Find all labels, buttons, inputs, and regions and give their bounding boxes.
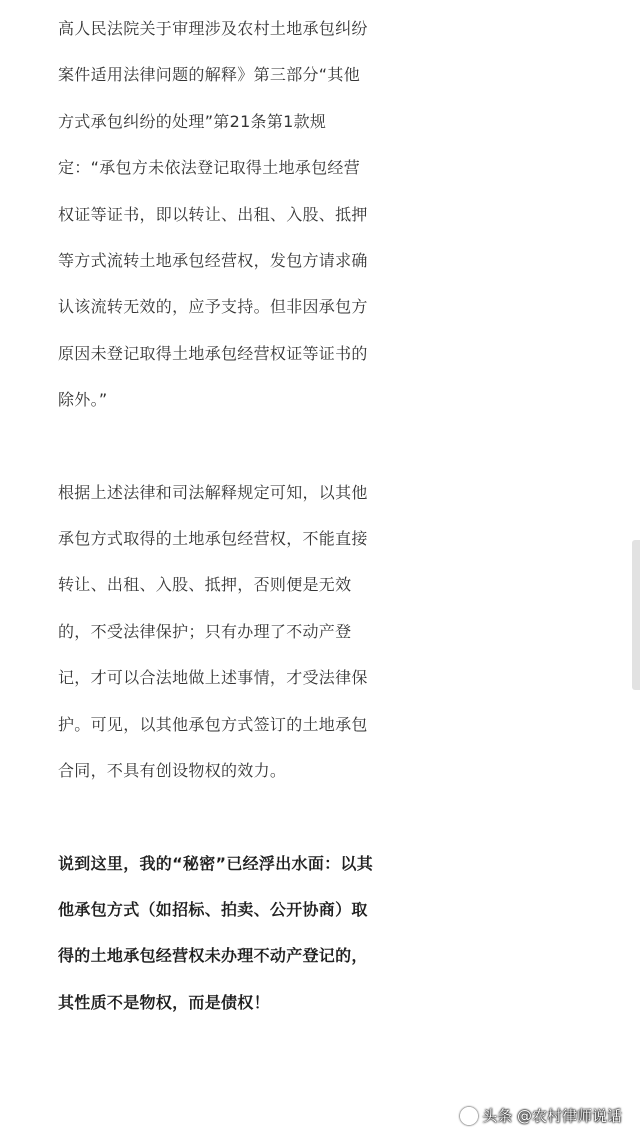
paragraph-2-line: 记，才可以合法地做上述事情，才受法律保: [58, 668, 368, 688]
paragraph-1-line: 案件适用法律问题的解释》第三部分“其他: [58, 65, 360, 85]
paragraph-spacer: [58, 424, 598, 470]
paragraph-2: [58, 470, 598, 795]
paragraph-2-line: 护。可见，以其他承包方式签订的土地承包: [58, 714, 368, 734]
paragraph-1-line: 原因未登记取得土地承包经营权证等证书的: [58, 343, 368, 363]
paragraph-3-line: 其性质不是物权，而是债权！: [58, 992, 270, 1012]
toutiao-logo-icon: [460, 1107, 478, 1125]
paragraph-1-line: 定：“承包方未依法登记取得土地承包经营: [58, 158, 360, 178]
paragraph-2-line: 承包方式取得的土地承包经营权，不能直接: [58, 529, 368, 549]
paragraph-1-line: 认该流转无效的，应予支持。但非因承包方: [58, 297, 368, 317]
paragraph-1-line: 等方式流转土地承包经营权，发包方请求确: [58, 251, 368, 271]
paragraph-1: [58, 6, 598, 424]
paragraph-2-line: 的，不受法律保护；只有办理了不动产登: [58, 621, 352, 641]
paragraph-1-line: 方式承包纠纷的处理”第21条第1款规: [58, 111, 327, 131]
paragraph-3-line: 说到这里，我的“秘密”已经浮出水面：以其: [58, 853, 374, 873]
paragraph-3-line: 得的土地承包经营权未办理不动产登记的，: [58, 946, 368, 966]
paragraph-3-line: 他承包方式（如招标、拍卖、公开协商）取: [58, 899, 368, 919]
paragraph-2-line: 根据上述法律和司法解释规定可知，以其他: [58, 482, 368, 502]
scrollbar[interactable]: [632, 540, 640, 690]
watermark-text: 头条 @农村律师说话: [482, 1107, 622, 1125]
paragraph-1-line: 权证等证书，即以转让、出租、入股、抵押: [58, 204, 368, 224]
paragraph-1-line: 除外。”: [58, 390, 108, 410]
article-body: [58, 6, 598, 1026]
paragraph-2-line: 转让、出租、入股、抵押，否则便是无效: [58, 575, 352, 595]
paragraph-spacer: [58, 795, 598, 841]
paragraph-3: [58, 841, 598, 1027]
paragraph-1-line: 高人民法院关于审理涉及农村土地承包纠纷: [58, 19, 368, 38]
paragraph-2-line: 合同，不具有创设物权的效力。: [58, 761, 287, 781]
watermark: [460, 1105, 622, 1126]
